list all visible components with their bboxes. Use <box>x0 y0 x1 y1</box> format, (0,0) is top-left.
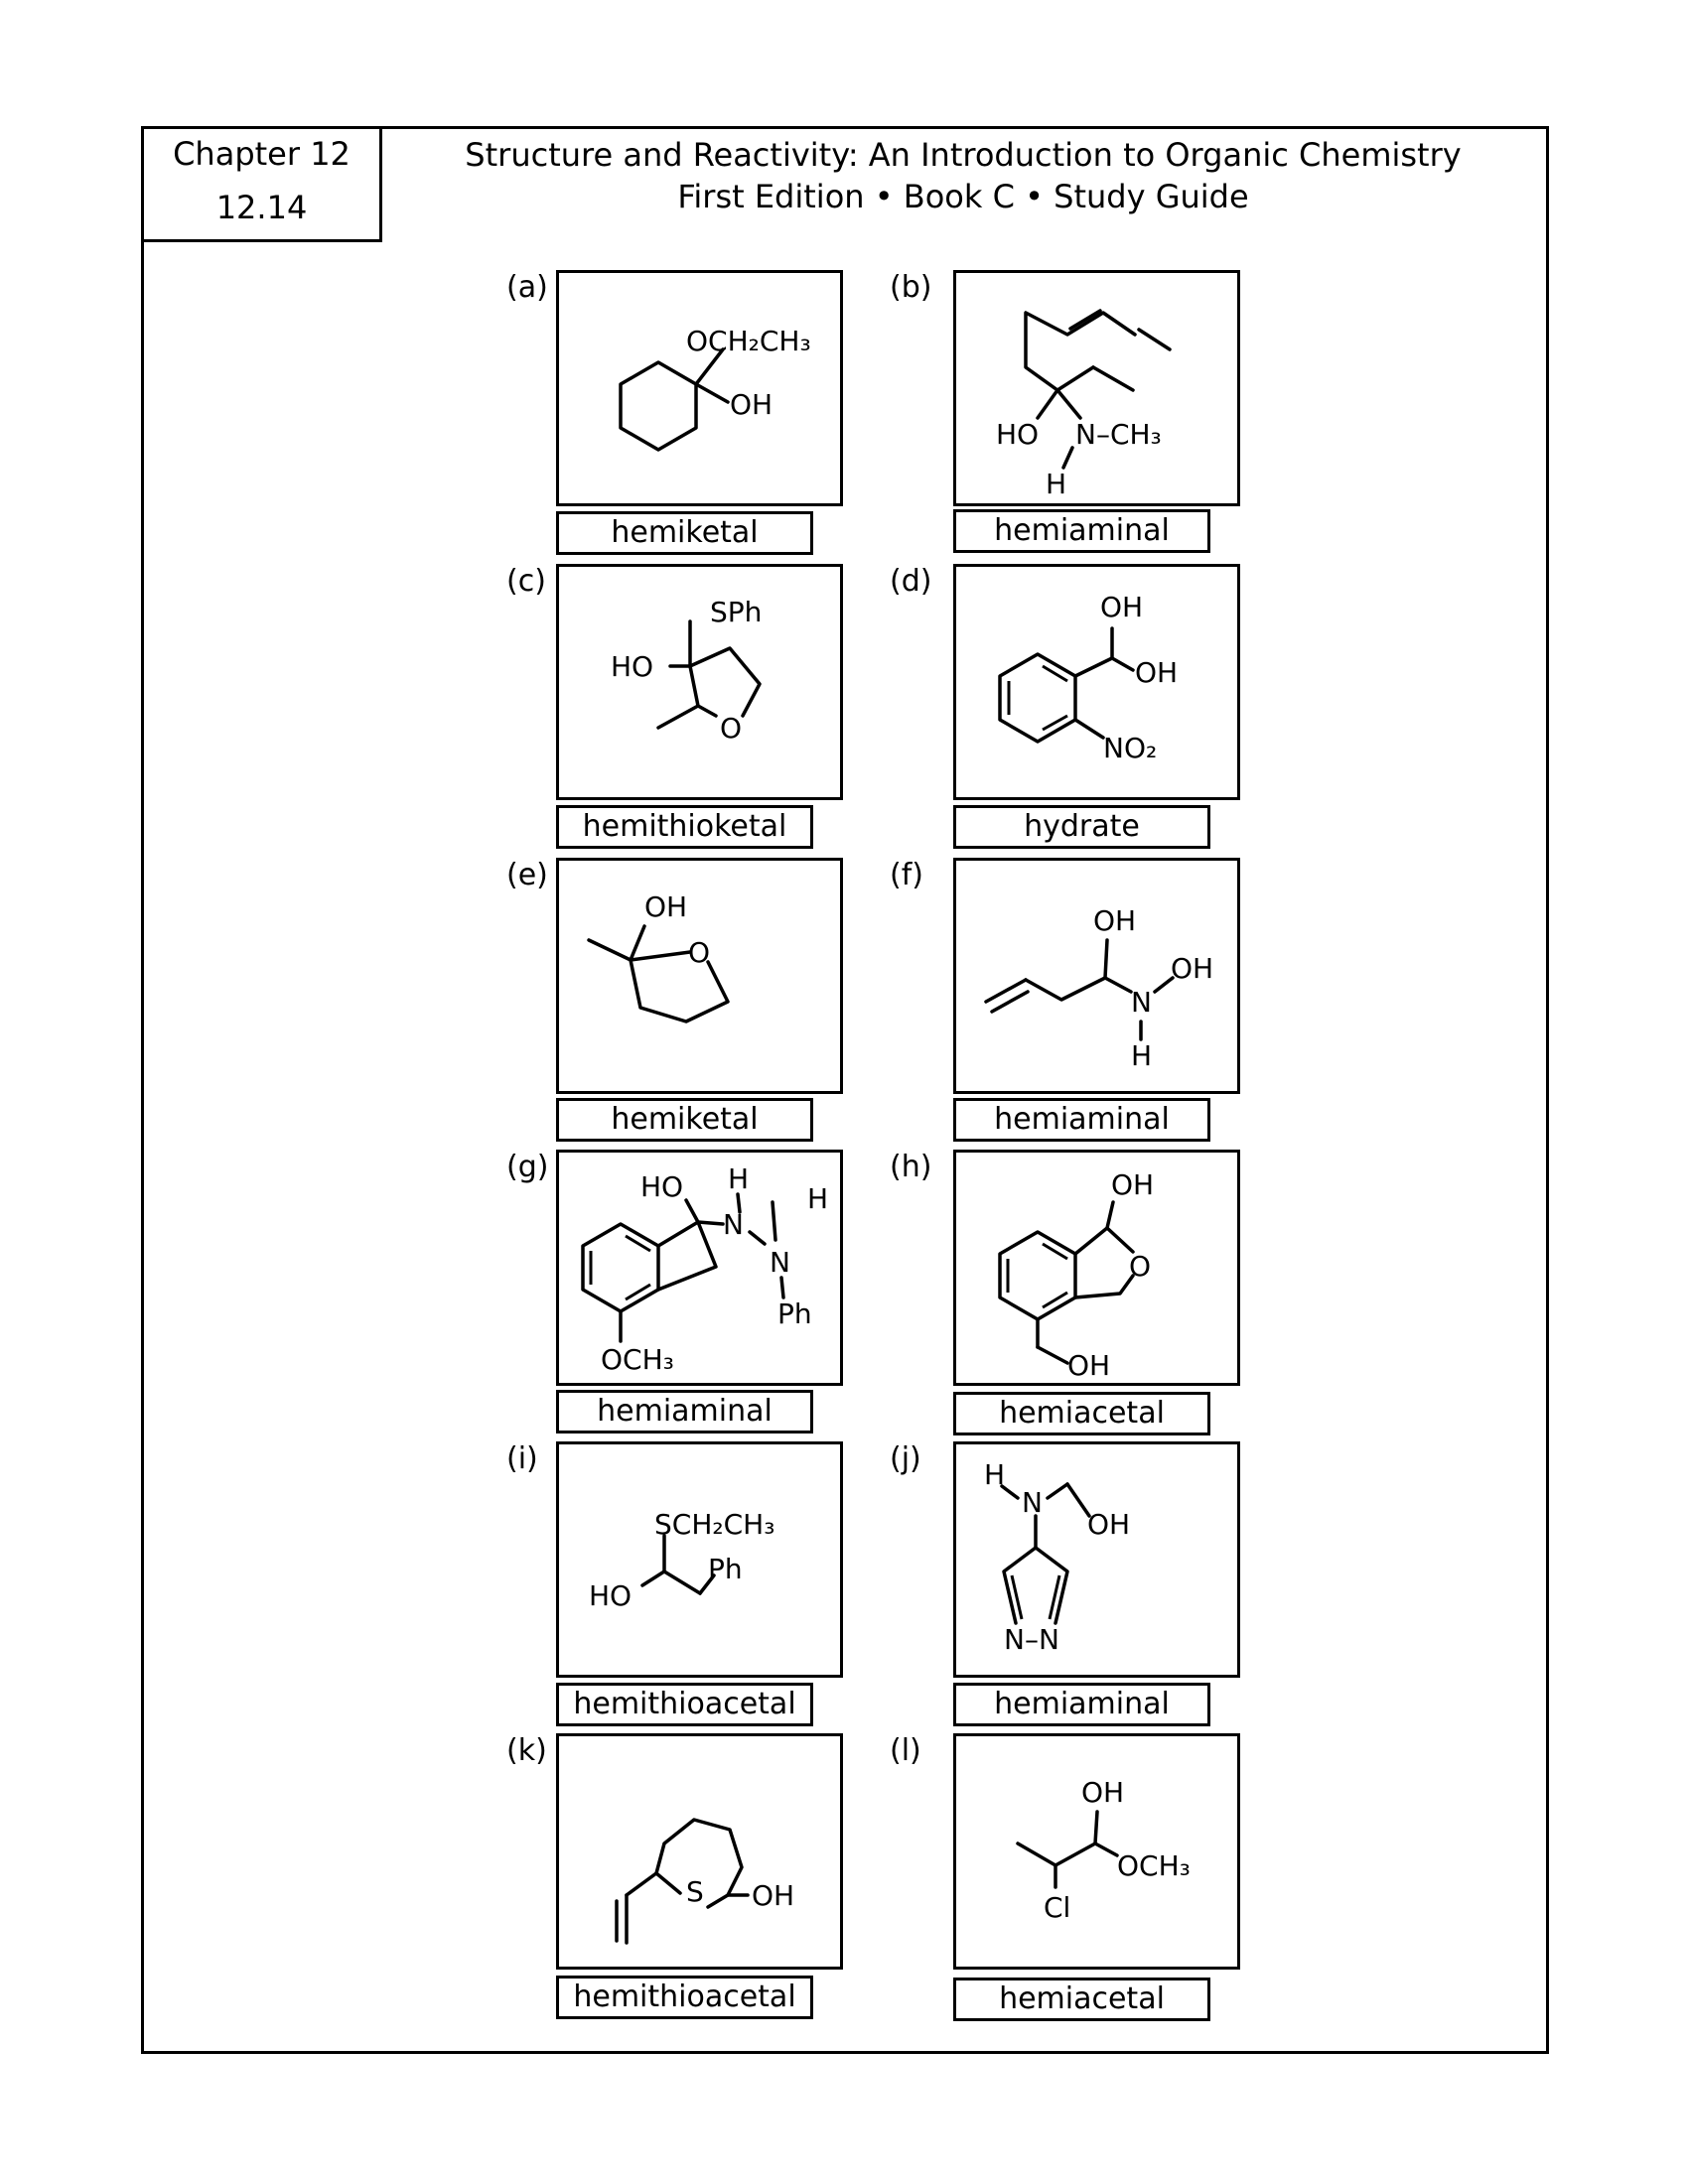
atom-label: Ph <box>708 1553 743 1585</box>
structure-k <box>559 1736 840 1967</box>
atom-label: HO <box>996 418 1040 451</box>
atom-label: N <box>1022 1486 1043 1519</box>
atom-label: Ph <box>777 1297 812 1330</box>
answer-box: hydrate <box>953 805 1210 849</box>
structure-panel-a <box>556 270 843 506</box>
chapter-label: Chapter 12 <box>173 135 351 173</box>
structure-panel-b <box>953 270 1240 506</box>
book-title: Structure and Reactivity: An Introduction to Organic Chemistry <box>465 136 1462 174</box>
structure-panel-l <box>953 1733 1240 1970</box>
atom-label: S <box>686 1875 704 1908</box>
atom-label: Cl <box>1044 1891 1071 1924</box>
answer-box: hemiacetal <box>953 1978 1210 2021</box>
atom-label: N–CH₃ <box>1075 418 1162 451</box>
structure-j <box>956 1444 1237 1675</box>
atom-label: OCH₃ <box>1117 1849 1191 1882</box>
structure-a <box>559 273 840 503</box>
atom-label: O <box>1129 1250 1152 1283</box>
item-label: (h) <box>890 1150 932 1184</box>
atom-label: OH <box>1111 1168 1155 1201</box>
item-label: (a) <box>506 270 548 305</box>
atom-label: HO <box>589 1579 633 1612</box>
atom-label: OH <box>644 890 688 923</box>
answer-box: hemithioacetal <box>556 1976 813 2019</box>
structure-e <box>559 861 840 1091</box>
answer-box: hemiaminal <box>953 1683 1210 1726</box>
item-label: (e) <box>506 858 548 892</box>
atom-label: OH <box>1135 656 1179 689</box>
structure-f <box>956 861 1237 1091</box>
structure-panel-c <box>556 564 843 800</box>
atom-label: HO <box>611 650 654 683</box>
answer-box: hemiaminal <box>953 509 1210 553</box>
atom-label: N <box>1131 986 1152 1019</box>
problem-number: 12.14 <box>215 189 308 226</box>
atom-label: H <box>728 1162 750 1195</box>
structure-h <box>956 1153 1237 1383</box>
answer-box: hemiketal <box>556 511 813 555</box>
structure-l <box>956 1736 1237 1967</box>
structure-panel-i <box>556 1441 843 1678</box>
atom-label: H <box>807 1182 829 1215</box>
answer-box: hemiaminal <box>556 1390 813 1433</box>
atom-label: OCH₂CH₃ <box>686 325 811 357</box>
atom-label: H <box>1131 1039 1153 1072</box>
atom-label: NO₂ <box>1103 732 1158 764</box>
structure-panel-d <box>953 564 1240 800</box>
atom-label: SCH₂CH₃ <box>654 1508 775 1541</box>
atom-label: N <box>723 1208 744 1241</box>
atom-label: H <box>1046 468 1067 500</box>
item-label: (i) <box>506 1441 538 1476</box>
atom-label: H <box>984 1458 1006 1491</box>
answer-box: hemithioacetal <box>556 1683 813 1726</box>
item-label: (c) <box>506 564 546 599</box>
item-label: (f) <box>890 858 923 892</box>
answer-box: hemiaminal <box>953 1098 1210 1142</box>
structure-d <box>956 567 1237 797</box>
atom-label: N–N <box>1004 1623 1059 1656</box>
answer-box: hemiacetal <box>953 1392 1210 1435</box>
structure-panel-h <box>953 1150 1240 1386</box>
item-label: (j) <box>890 1441 921 1476</box>
atom-label: OH <box>1171 952 1214 985</box>
answer-box: hemiketal <box>556 1098 813 1142</box>
atom-label: OH <box>1067 1349 1111 1382</box>
atom-label: OCH₃ <box>601 1343 674 1376</box>
atom-label: OH <box>752 1879 795 1912</box>
atom-label: O <box>688 936 711 969</box>
structure-i <box>559 1444 840 1675</box>
item-label: (d) <box>890 564 932 599</box>
atom-label: OH <box>730 388 774 421</box>
atom-label: O <box>720 712 743 745</box>
structure-b <box>956 273 1237 503</box>
item-label: (k) <box>506 1733 547 1768</box>
item-label: (g) <box>506 1150 549 1184</box>
atom-label: OH <box>1093 904 1137 937</box>
item-label: (l) <box>890 1733 921 1768</box>
page-frame <box>141 126 1549 2054</box>
item-label: (b) <box>890 270 932 305</box>
structure-g <box>559 1153 840 1383</box>
atom-label: OH <box>1087 1508 1131 1541</box>
atom-label: SPh <box>710 596 763 628</box>
chapter-box <box>141 126 382 242</box>
atom-label: N <box>770 1246 790 1279</box>
structure-c <box>559 567 840 797</box>
book-subtitle: First Edition • Book C • Study Guide <box>677 178 1249 215</box>
atom-label: HO <box>640 1170 684 1203</box>
book-header <box>377 134 1549 217</box>
structure-panel-f <box>953 858 1240 1094</box>
atom-label: OH <box>1100 591 1144 623</box>
structure-panel-e <box>556 858 843 1094</box>
structure-panel-j <box>953 1441 1240 1678</box>
answer-box: hemithioketal <box>556 805 813 849</box>
structure-panel-g <box>556 1150 843 1386</box>
structure-panel-k <box>556 1733 843 1970</box>
atom-label: OH <box>1081 1776 1125 1809</box>
